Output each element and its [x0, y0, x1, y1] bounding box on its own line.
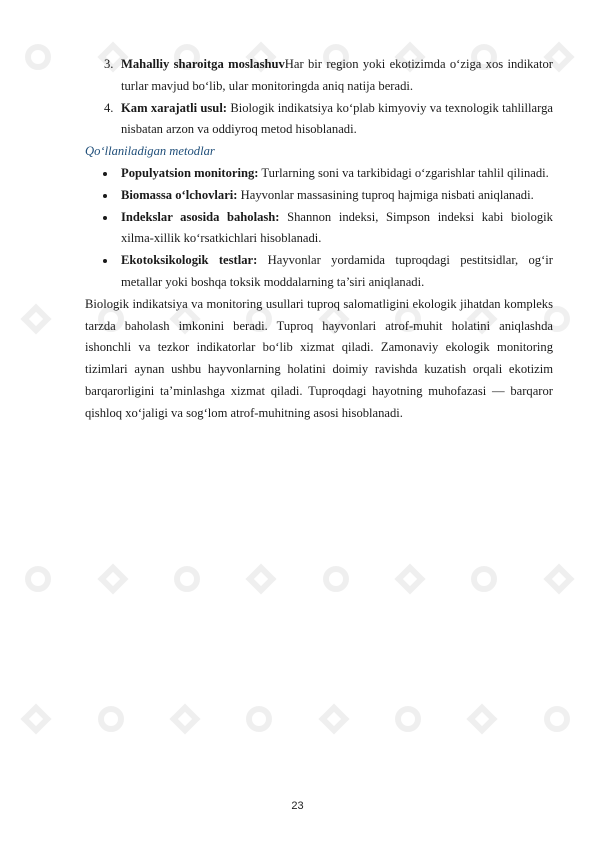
item-number: 3.	[104, 57, 114, 71]
item-text: Hayvonlar massasining tuproq hajmiga nisbati aniqlanadi.	[237, 187, 534, 202]
bullet-item	[87, 163, 553, 185]
bullet-icon	[103, 259, 107, 263]
bullet-item	[87, 250, 553, 294]
item-term: Populyatsion monitoring:	[121, 165, 259, 180]
item-term: Ekotoksikologik testlar:	[121, 253, 258, 268]
item-term: Mahalliy sharoitga moslashuv	[121, 57, 285, 71]
item-text: Har bir region yoki ekotizimda o‘ziga xos indikator turlar mavjud bo‘lib, ular monitoringda aniq natija beradi.	[121, 57, 553, 93]
section-heading: Qo‘llaniladigan metodlar	[85, 144, 215, 159]
numbered-item	[87, 98, 553, 142]
bullet-icon	[103, 194, 107, 198]
bullet-item	[87, 185, 553, 207]
bullet-item	[87, 207, 553, 251]
item-text: Biologik indikatsiya ko‘plab kimyoviy va texnologik tahlillarga nisbatan arzon va oddiyroq metod hisoblanadi.	[121, 100, 553, 137]
body-paragraph: Biologik indikatsiya va monitoring usullari tuproq salomatligini ekologik jihatdan kompleks tarzda baholash imkonini beradi. Tuproq hayvonlari atrof-muhit holatini aniqlashda ishonchli va tezkor indikatorlar bo‘lib xizmat qiladi. Zamonaviy ekologik monitoring tizimlari aynan ushbu hayvonlarning holatini doimiy ravishda kuzatish orqali ekotizim barqarorligini ta’minlashga xizmat qiladi. Tuproqdagi hayotning muhofazasi — barqaror qishloq xo‘jaligi va sog‘lom atrof-muhitning asosi hisoblanadi.	[85, 296, 553, 420]
item-term: Kam xarajatli usul:	[121, 100, 228, 115]
item-text: Turlarning soni va tarkibidagi o‘zgarishlar tahlil qilinadi.	[258, 165, 549, 180]
item-text: Shannon indeksi, Simpson indeksi kabi biologik xilma-xillik ko‘rsatkichlari hisoblanadi.	[121, 209, 553, 246]
item-term: Biomassa o‘lchovlari:	[121, 187, 238, 202]
watermark-band	[0, 700, 595, 738]
bullet-icon	[103, 172, 107, 176]
item-term: Indekslar asosida baholash:	[121, 209, 280, 224]
bullet-icon	[103, 216, 107, 220]
item-number: 4.	[104, 100, 114, 115]
watermark-band	[0, 560, 595, 598]
numbered-item	[87, 54, 553, 98]
main-content	[87, 54, 553, 425]
item-text: Hayvonlar yordamida tuproqdagi pestitsidlar, og‘ir metallar yoki boshqa toksik moddalarning ta’siri aniqlanadi.	[121, 253, 553, 289]
page-number: 23	[291, 800, 304, 812]
